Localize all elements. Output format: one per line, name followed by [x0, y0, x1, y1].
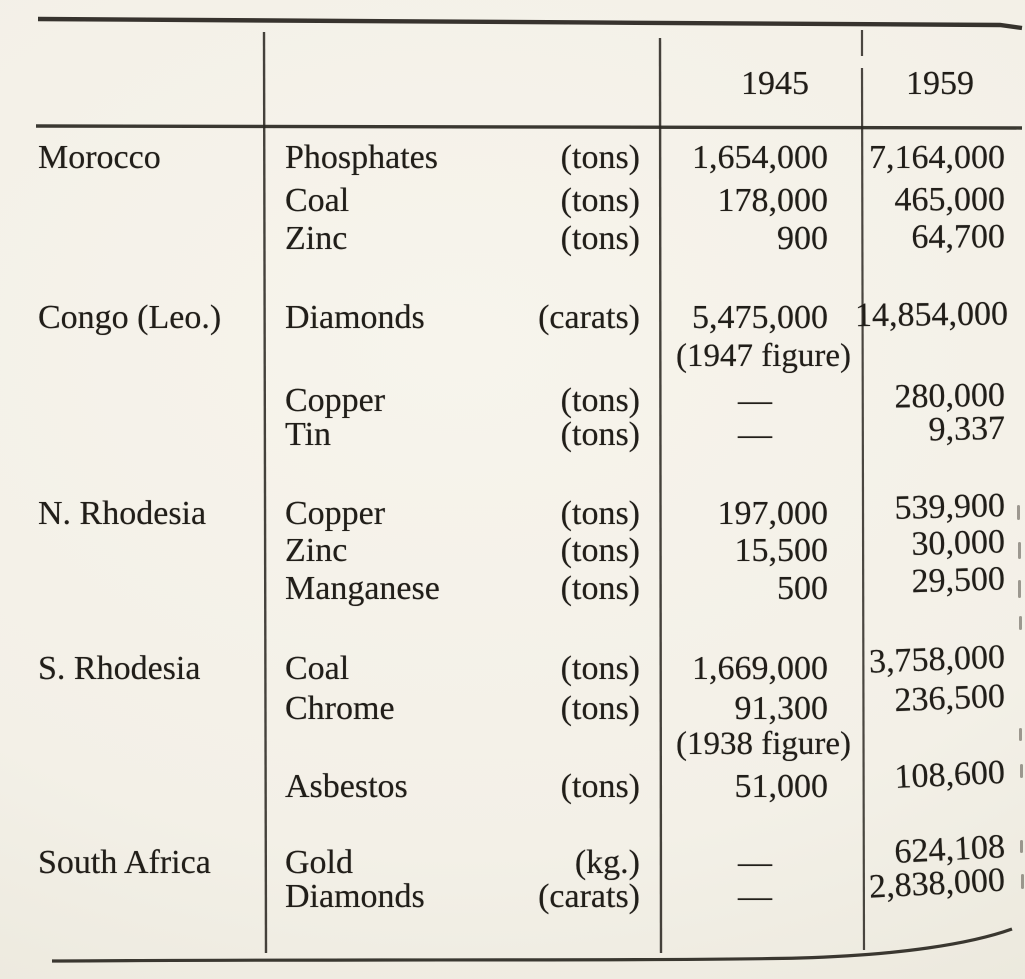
- scan-artifact: [1018, 580, 1021, 598]
- value-1945-cell: —: [738, 416, 772, 453]
- value-1959-cell: 539,900: [894, 487, 1006, 527]
- value-1959-cell: 236,500: [893, 677, 1006, 720]
- value-1959-cell: 624,108: [893, 828, 1006, 871]
- value-1945-cell: 1,669,000: [692, 650, 828, 687]
- mineral-cell: Copper: [285, 382, 386, 419]
- country-cell: South Africa: [38, 844, 211, 881]
- unit-cell: (tons): [560, 495, 640, 532]
- unit-cell: (tons): [560, 650, 640, 687]
- value-1945-cell: 5,475,000: [692, 299, 828, 336]
- col-header-1945: 1945: [741, 65, 809, 102]
- value-1959-cell: 30,000: [910, 523, 1006, 563]
- scan-artifact: [1020, 840, 1023, 853]
- value-1959-cell: 3,758,000: [868, 638, 1006, 681]
- value-1945-note: (1947 figure): [675, 338, 851, 374]
- unit-cell: (tons): [560, 382, 640, 419]
- value-1959-cell: 29,500: [910, 560, 1006, 601]
- mineral-cell: Zinc: [285, 532, 348, 569]
- unit-cell: (tons): [560, 532, 640, 569]
- value-1959-cell: 64,700: [911, 218, 1006, 256]
- unit-cell: (tons): [560, 182, 640, 219]
- unit-cell: (carats): [538, 878, 640, 915]
- unit-cell: (tons): [560, 690, 640, 727]
- scan-artifact: [1017, 505, 1020, 520]
- value-1945-cell: 500: [777, 570, 828, 607]
- value-1945-cell: —: [738, 844, 772, 881]
- value-1959-cell: 108,600: [893, 753, 1006, 796]
- value-1959-cell: 2,838,000: [868, 861, 1006, 906]
- country-cell: S. Rhodesia: [38, 650, 201, 687]
- unit-cell: (tons): [560, 220, 640, 257]
- mineral-cell: Copper: [285, 495, 386, 532]
- mineral-cell: Zinc: [285, 220, 348, 257]
- mineral-cell: Gold: [285, 844, 353, 881]
- value-1945-cell: 900: [777, 220, 828, 257]
- value-1959-cell: 280,000: [894, 376, 1006, 416]
- scan-artifact: [1018, 542, 1021, 559]
- scan-artifact: [1019, 616, 1022, 630]
- value-1945-note: (1938 figure): [675, 726, 851, 762]
- value-1959-cell: 465,000: [894, 181, 1006, 219]
- mineral-cell: Manganese: [285, 570, 440, 607]
- mineral-cell: Tin: [285, 416, 332, 453]
- value-1959-cell: 9,337: [928, 409, 1006, 449]
- value-1945-cell: 15,500: [734, 532, 828, 569]
- scan-artifact: [1021, 874, 1024, 889]
- value-1945-cell: 51,000: [734, 768, 828, 805]
- col-header-1959: 1959: [906, 65, 974, 102]
- value-1945-cell: —: [738, 382, 772, 419]
- value-1959-cell: 14,854,000: [854, 295, 1009, 335]
- mineral-cell: Coal: [285, 182, 350, 219]
- country-cell: Congo (Leo.): [38, 299, 222, 336]
- value-1945-cell: 197,000: [717, 495, 828, 532]
- country-cell: N. Rhodesia: [38, 495, 207, 532]
- mineral-cell: Phosphates: [285, 139, 438, 176]
- unit-cell: (tons): [560, 570, 640, 607]
- value-1959-cell: 7,164,000: [868, 138, 1006, 177]
- mineral-cell: Coal: [285, 650, 350, 687]
- unit-cell: (kg.): [574, 844, 640, 881]
- scan-artifact: [1019, 728, 1022, 741]
- mineral-cell: Diamonds: [285, 878, 425, 915]
- value-1945-cell: 178,000: [717, 182, 828, 219]
- unit-cell: (carats): [538, 299, 640, 336]
- value-1945-cell: —: [738, 878, 772, 915]
- unit-cell: (tons): [560, 139, 640, 176]
- mineral-cell: Asbestos: [285, 768, 408, 805]
- mineral-cell: Chrome: [285, 690, 395, 727]
- unit-cell: (tons): [560, 416, 640, 453]
- scan-artifact: [1020, 764, 1023, 778]
- value-1945-cell: 1,654,000: [692, 139, 828, 176]
- value-1945-cell: 91,300: [734, 690, 828, 727]
- mineral-cell: Diamonds: [285, 299, 425, 336]
- country-cell: Morocco: [38, 139, 161, 176]
- unit-cell: (tons): [560, 768, 640, 805]
